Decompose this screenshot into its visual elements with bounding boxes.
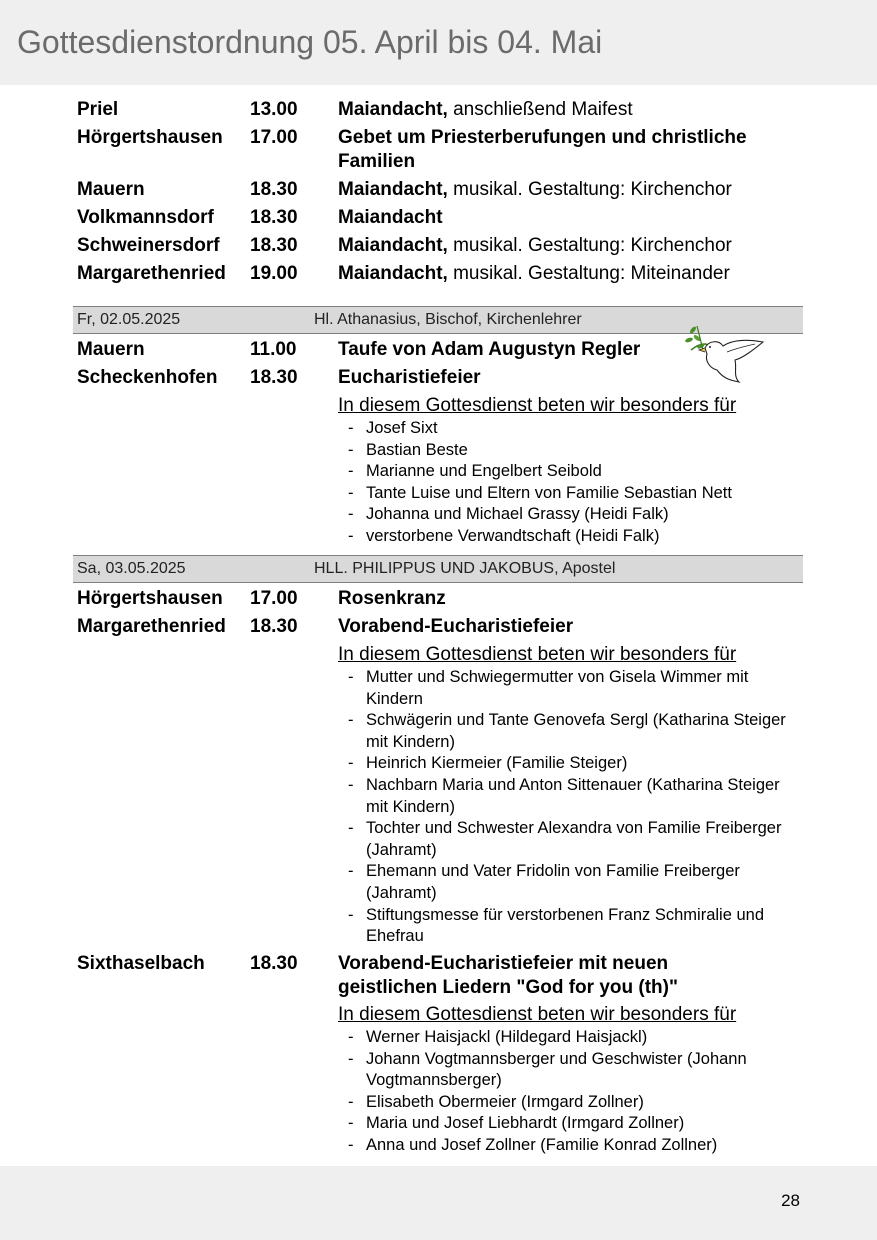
service-title: Maiandacht, — [338, 263, 448, 284]
intention-item: - Schwägerin und Tante Genovefa Sergl (Katharina Steiger mit Kindern) — [348, 710, 788, 753]
day-date: Fr, 02.05.2025 — [77, 311, 181, 328]
intention-item: - Mutter und Schwiegermutter von Gisela Wimmer mit Kindern — [348, 667, 788, 710]
service-description — [338, 234, 808, 258]
service-place: Hörgertshausen — [77, 127, 223, 148]
service-note: musikal. Gestaltung: Kirchenchor — [447, 235, 732, 256]
service-place: Priel — [77, 99, 119, 120]
service-time: 18.30 — [250, 616, 298, 637]
intention-list — [348, 1027, 808, 1157]
day-header — [73, 555, 803, 583]
intention-heading: In diesem Gottesdienst beten wir besonders für — [338, 1004, 737, 1025]
intention-heading: In diesem Gottesdienst beten wir besonders für — [338, 395, 737, 416]
intention-item: - verstorbene Verwandtschaft (Heidi Falk) — [348, 526, 808, 548]
service-time: 18.30 — [250, 207, 298, 228]
intention-item: - Elisabeth Obermeier (Irmgard Zollner) — [348, 1092, 808, 1114]
page-title: Gottesdienstordnung 05. April bis 04. Mai — [17, 24, 603, 60]
service-description — [338, 952, 768, 1000]
intention-item: - Werner Haisjackl (Hildegard Haisjackl) — [348, 1027, 808, 1049]
page-footer — [0, 1166, 877, 1240]
service-description — [338, 615, 808, 639]
service-time: 19.00 — [250, 263, 298, 284]
dove-with-olive-branch-icon — [683, 320, 767, 388]
intention-item: - Ehemann und Vater Fridolin von Familie Freiberger (Jahramt) — [348, 861, 788, 904]
intention-list — [348, 667, 788, 948]
service-description — [338, 262, 808, 286]
service-description — [338, 98, 808, 122]
intention-item: - Bastian Beste — [348, 440, 808, 462]
service-title: Maiandacht — [338, 207, 443, 228]
service-time: 11.00 — [250, 339, 297, 360]
service-description — [338, 587, 808, 611]
service-note: musikal. Gestaltung: Miteinander — [447, 263, 730, 284]
service-place: Hörgertshausen — [77, 588, 223, 609]
intention-item: - Maria und Josef Liebhardt (Irmgard Zollner) — [348, 1113, 808, 1135]
service-place: Volkmannsdorf — [77, 207, 214, 228]
day-date: Sa, 03.05.2025 — [77, 560, 186, 577]
day-saint: Hl. Athanasius, Bischof, Kirchenlehrer — [314, 311, 582, 328]
service-description — [338, 178, 808, 202]
page-number: 28 — [781, 1191, 800, 1210]
service-description — [338, 126, 808, 174]
service-description — [338, 206, 808, 230]
service-time: 17.00 — [250, 588, 298, 609]
service-title: Eucharistiefeier — [338, 367, 481, 388]
service-place: Mauern — [77, 339, 145, 360]
service-title: Rosenkranz — [338, 588, 446, 609]
intention-item: - Anna und Josef Zollner (Familie Konrad Zollner) — [348, 1135, 808, 1157]
intention-item: - Tante Luise und Eltern von Familie Sebastian Nett — [348, 483, 808, 505]
intention-item: - Heinrich Kiermeier (Familie Steiger) — [348, 753, 788, 775]
intention-item: - Marianne und Engelbert Seibold — [348, 461, 808, 483]
service-place: Sixthaselbach — [77, 953, 205, 974]
intention-item: - Tochter und Schwester Alexandra von Familie Freiberger (Jahramt) — [348, 818, 788, 861]
intention-item: - Josef Sixt — [348, 418, 808, 440]
service-time: 18.30 — [250, 367, 298, 388]
service-time: 17.00 — [250, 127, 298, 148]
service-title: Vorabend-Eucharistiefeier — [338, 616, 574, 637]
service-title: Gebet um Priesterberufungen und christliche Familien — [338, 127, 747, 172]
day-saint: HLL. PHILIPPUS UND JAKOBUS, Apostel — [314, 560, 616, 577]
intention-list — [348, 418, 808, 548]
service-note: anschließend Maifest — [447, 99, 633, 120]
intention-item: - Johann Vogtmannsberger und Geschwister (Johann Vogtmannsberger) — [348, 1049, 808, 1092]
intention-item: - Johanna und Michael Grassy (Heidi Falk) — [348, 504, 808, 526]
service-note: musikal. Gestaltung: Kirchenchor — [447, 179, 732, 200]
service-time: 13.00 — [250, 99, 298, 120]
service-time: 18.30 — [250, 953, 298, 974]
service-place: Scheckenhofen — [77, 367, 218, 388]
service-title: Taufe von Adam Augustyn Regler — [338, 339, 641, 360]
service-title: Vorabend-Eucharistiefeier mit neuen geistlichen Liedern "God for you (th)" — [338, 953, 678, 998]
intention-item: - Nachbarn Maria und Anton Sittenauer (Katharina Steiger mit Kindern) — [348, 775, 788, 818]
service-place: Mauern — [77, 179, 145, 200]
service-place: Margarethenried — [77, 616, 226, 637]
service-time: 18.30 — [250, 179, 298, 200]
service-title: Maiandacht, — [338, 235, 448, 256]
service-title: Maiandacht, — [338, 99, 448, 120]
service-place: Schweinersdorf — [77, 235, 220, 256]
service-place: Margarethenried — [77, 263, 226, 284]
intention-item: - Stiftungsmesse für verstorbenen Franz Schmiralie und Ehefrau — [348, 905, 788, 948]
service-title: Maiandacht, — [338, 179, 448, 200]
service-time: 18.30 — [250, 235, 298, 256]
intention-heading: In diesem Gottesdienst beten wir besonders für — [338, 644, 737, 665]
